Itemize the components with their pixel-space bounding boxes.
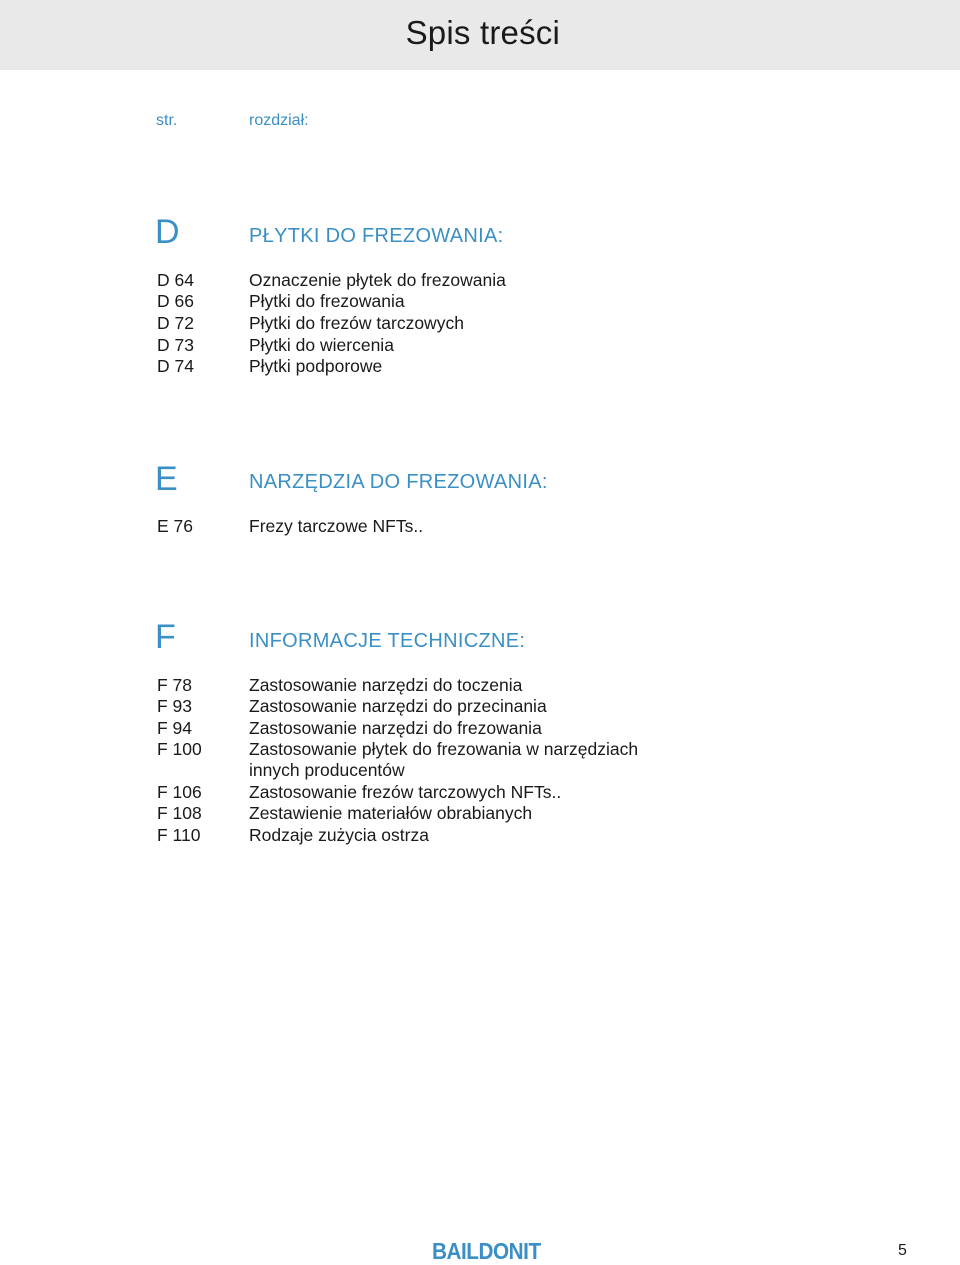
entry-title: Zastosowanie frezów tarczowych NFTs.. <box>249 782 562 802</box>
entry-page: F 93 <box>157 696 193 716</box>
entry-title: Zastosowanie narzędzi do toczenia <box>249 675 523 695</box>
entry-page: F 100 <box>157 739 202 759</box>
page-number: 5 <box>898 1242 907 1259</box>
toc-entry[interactable] <box>0 356 960 378</box>
section-letter: D <box>155 213 180 251</box>
entry-title: Oznaczenie płytek do frezowania <box>249 270 506 290</box>
toc-entry[interactable] <box>0 718 960 740</box>
entry-title: Płytki do wiercenia <box>249 335 394 355</box>
baildonit-logo: BAILDONIT <box>432 1238 541 1264</box>
section-letter: E <box>155 460 178 498</box>
page-column-label: str. <box>156 112 178 129</box>
entry-title: Płytki do frezowania <box>249 291 405 311</box>
toc-entry[interactable] <box>0 825 960 847</box>
toc-entry[interactable] <box>0 739 960 761</box>
entry-title: Zastosowanie narzędzi do frezowania <box>249 718 542 738</box>
toc-entry[interactable] <box>0 335 960 357</box>
section-letter: F <box>155 618 176 656</box>
entry-title: Zastosowanie narzędzi do przecinania <box>249 696 547 716</box>
entry-page: D 64 <box>157 270 194 290</box>
toc-entry[interactable] <box>0 675 960 697</box>
page-title: Spis treści <box>405 14 560 51</box>
chapter-column-label: rozdział: <box>249 112 309 129</box>
entry-page: D 66 <box>157 291 194 311</box>
section-title: PŁYTKI DO FREZOWANIA: <box>249 225 504 247</box>
entry-title: Frezy tarczowe NFTs.. <box>249 516 424 536</box>
entry-title: Rodzaje zużycia ostrza <box>249 825 429 845</box>
entry-page: F 106 <box>157 782 202 802</box>
entry-title: innych producentów <box>249 760 405 780</box>
entry-page: F 108 <box>157 803 202 823</box>
toc-entry[interactable] <box>0 803 960 825</box>
entry-page: F 94 <box>157 718 193 738</box>
entry-page: D 73 <box>157 335 194 355</box>
toc-entry[interactable] <box>0 696 960 718</box>
toc-entry[interactable] <box>0 313 960 335</box>
entry-page: E 76 <box>157 516 193 536</box>
entry-page: F 110 <box>157 825 201 845</box>
entry-page: D 74 <box>157 356 194 376</box>
entry-title: Zastosowanie płytek do frezowania w narzędziach <box>249 739 639 759</box>
section-title: INFORMACJE TECHNICZNE: <box>249 630 526 652</box>
toc-entry[interactable] <box>0 782 960 804</box>
entry-page: F 78 <box>157 675 193 695</box>
toc-entry <box>0 760 960 782</box>
toc-entry[interactable] <box>0 516 960 538</box>
section-title: NARZĘDZIA DO FREZOWANIA: <box>249 471 548 493</box>
entry-title: Zestawienie materiałów obrabianych <box>249 803 533 823</box>
toc-entry[interactable] <box>0 291 960 313</box>
toc-entry[interactable] <box>0 270 960 292</box>
entry-page: D 72 <box>157 313 194 333</box>
entry-title: Płytki podporowe <box>249 356 383 376</box>
entry-title: Płytki do frezów tarczowych <box>249 313 464 333</box>
